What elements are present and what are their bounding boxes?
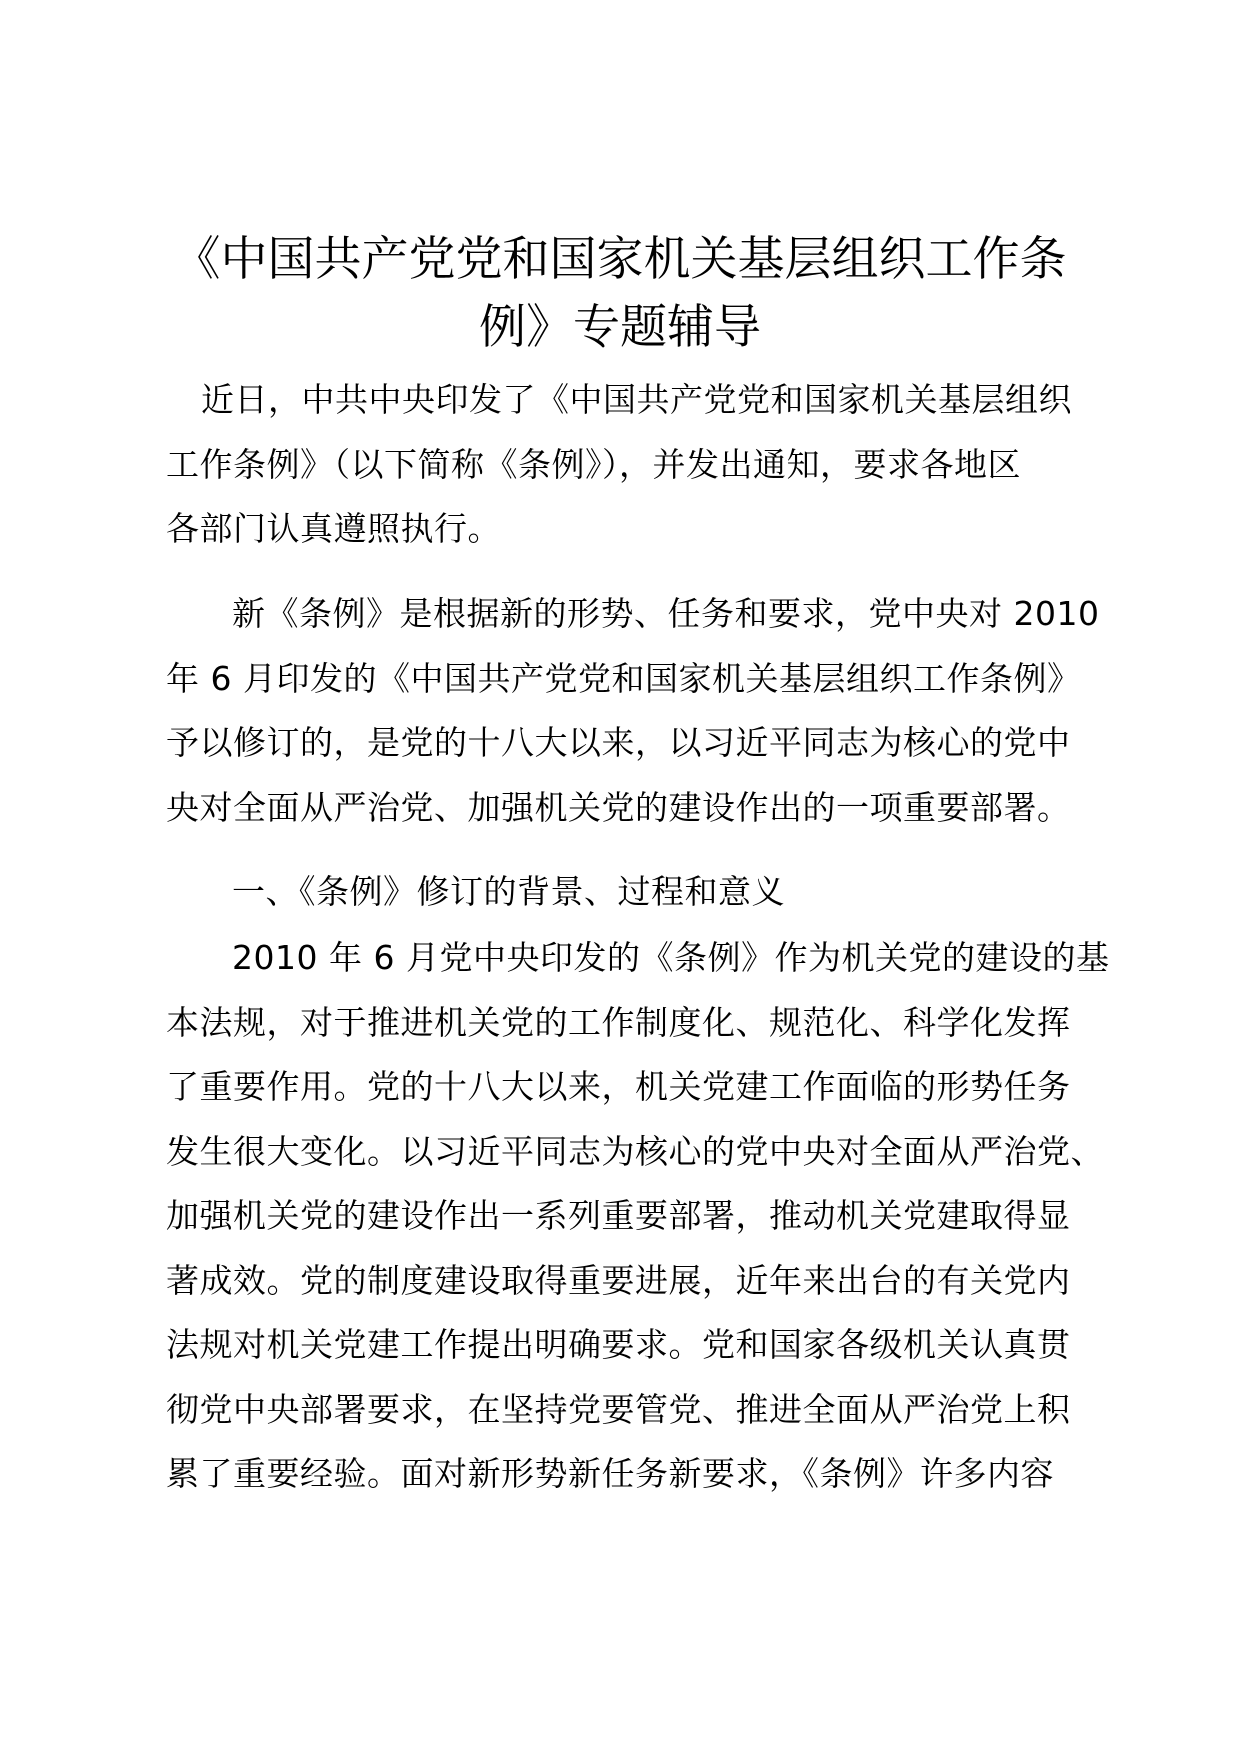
document-title bbox=[140, 226, 1100, 362]
paragraph-line: 发生很大变化。以习近平同志为核心的党中央对全面从严治党、 bbox=[166, 1131, 1104, 1171]
paragraph-line: 工作条例》（以下简称《条例》），并发出通知，要求各地区 bbox=[166, 444, 1021, 484]
paragraph-line: 予以修订的，是党的十八大以来，以习近平同志为核心的党中 bbox=[166, 723, 1071, 762]
paragraph-line: 近日，中共中央印发了《中国共产党党和国家机关基层组织 bbox=[201, 380, 1072, 419]
intro-paragraph bbox=[166, 368, 1086, 562]
revision-paragraph bbox=[166, 582, 1100, 840]
paragraph-line: 年 6 月印发的《中国共产党党和国家机关基层组织工作条例》 bbox=[166, 658, 1081, 698]
background-paragraph bbox=[166, 926, 1110, 1507]
paragraph-line: 加强机关党的建设作出一系列重要部署，推动机关党建取得显 bbox=[166, 1196, 1071, 1235]
section-heading bbox=[166, 860, 1086, 925]
paragraph-line: 2010 年 6 月党中央印发的《条例》作为机关党的建设的基 bbox=[232, 938, 1110, 977]
paragraph-line: 了重要作用。党的十八大以来，机关党建工作面临的形势任务 bbox=[166, 1067, 1071, 1106]
section-heading-text: 一、《条例》修订的背景、过程和意义 bbox=[232, 872, 785, 911]
paragraph-line: 累了重要经验。面对新形势新任务新要求，《条例》许多内容 bbox=[166, 1454, 1054, 1493]
paragraph-line: 彻党中央部署要求，在坚持党要管党、推进全面从严治党上积 bbox=[166, 1389, 1071, 1429]
title-line: 《中国共产党党和国家机关基层组织工作条 bbox=[173, 232, 1067, 287]
paragraph-line: 央对全面从严治党、加强机关党的建设作出的一项重要部署。 bbox=[166, 787, 1071, 827]
paragraph-line: 法规对机关党建工作提出明确要求。党和国家各级机关认真贯 bbox=[166, 1325, 1071, 1364]
title-line: 例》专题辅导 bbox=[479, 300, 761, 355]
paragraph-line: 新《条例》是根据新的形势、任务和要求，党中央对 2010 bbox=[232, 594, 1100, 633]
paragraph-line: 著成效。党的制度建设取得重要进展，近年来出台的有关党内 bbox=[166, 1260, 1071, 1300]
paragraph-line: 本法规，对于推进机关党的工作制度化、规范化、科学化发挥 bbox=[166, 1002, 1071, 1042]
paragraph-line: 各部门认真遵照执行。 bbox=[166, 509, 501, 548]
